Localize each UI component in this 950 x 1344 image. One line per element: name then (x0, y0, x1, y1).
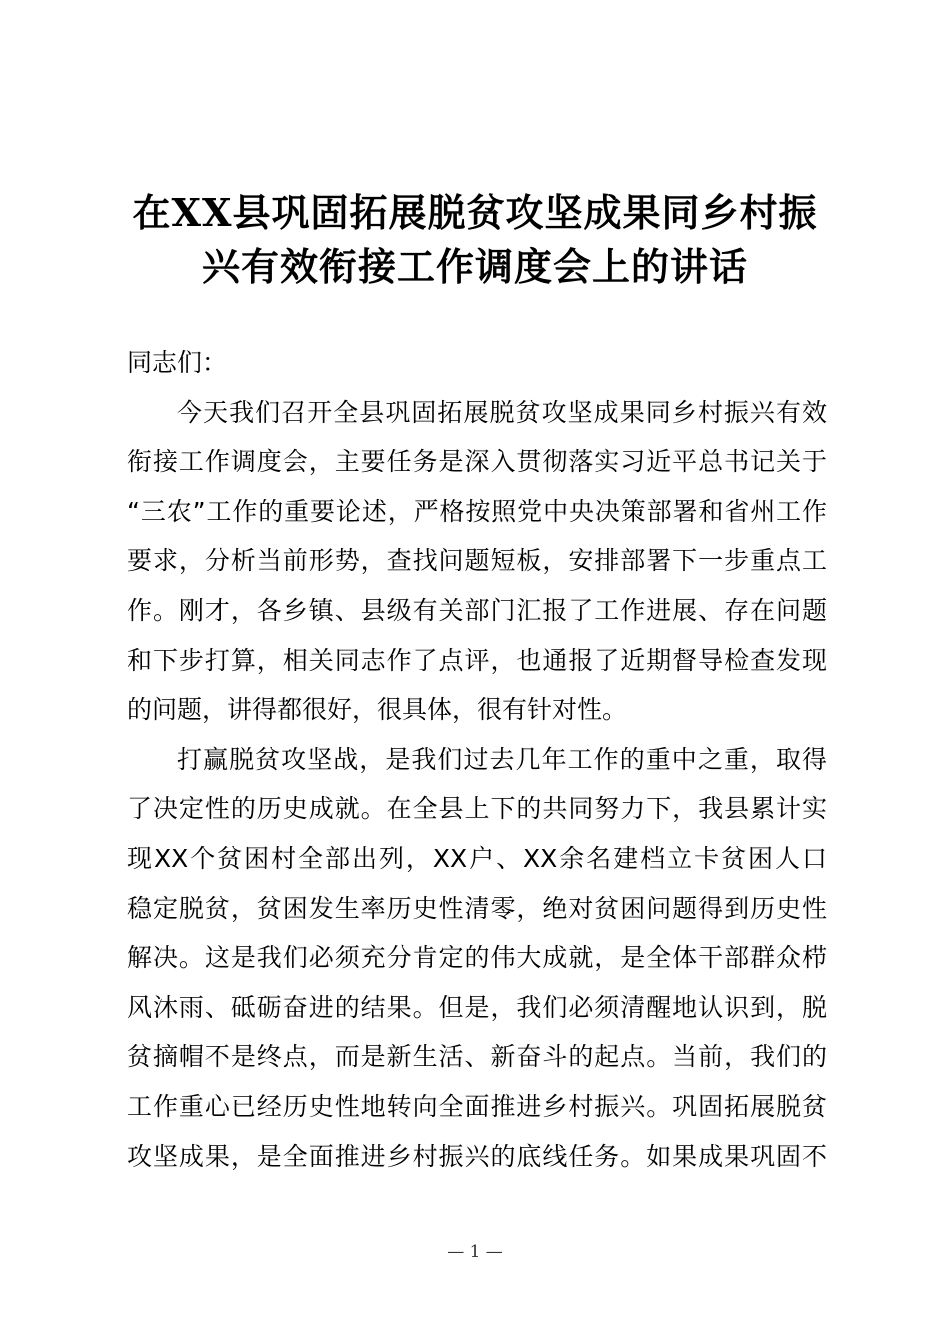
paragraph-line: 和下步打算，相关同志作了点评，也通报了近期督导检查发现 (127, 645, 827, 675)
page-number: — 1 — (447, 1242, 503, 1262)
paragraph-line: 工作重心已经历史性地转向全面推进乡村振兴。巩固拓展脱贫 (127, 1091, 827, 1121)
paragraph-line: 攻坚成果，是全面推进乡村振兴的底线任务。如果成果巩固不 (127, 1141, 827, 1171)
paragraph-line: 贫摘帽不是终点，而是新生活、新奋斗的起点。当前，我们的 (127, 1042, 827, 1072)
paragraph-line: 解决。这是我们必须充分肯定的伟大成就，是全体干部群众栉 (127, 943, 827, 973)
paragraph-line: 衔接工作调度会，主要任务是深入贯彻落实习近平总书记关于 (127, 447, 827, 477)
paragraph-line: 要求，分析当前形势，查找问题短板，安排部署下一步重点工 (127, 546, 827, 576)
paragraph-1 (127, 388, 827, 735)
paragraph-line: 现XX个贫困村全部出列，XX户、XX余名建档立卡贫困人口 (127, 843, 827, 873)
paragraph-line: 作。刚才，各乡镇、县级有关部门汇报了工作进展、存在问题 (127, 595, 827, 625)
paragraph-line: 稳定脱贫，贫困发生率历史性清零，绝对贫困问题得到历史性 (127, 893, 827, 923)
paragraph-line: 风沐雨、砥砺奋进的结果。但是，我们必须清醒地认识到，脱 (127, 992, 827, 1022)
paragraph-2 (127, 735, 827, 1181)
paragraph-line: 的问题，讲得都很好，很具体，很有针对性。 (127, 695, 628, 725)
title-line: 在XX县巩固拓展脱贫攻坚成果同乡村振 (132, 190, 818, 235)
paragraph-line: 了决定性的历史成就。在全县上下的共同努力下，我县累计实 (127, 794, 827, 824)
paragraph-line: “三农”工作的重要论述，严格按照党中央决策部署和省州工作 (127, 496, 827, 526)
document-title (80, 186, 870, 294)
title-line: 兴有效衔接工作调度会上的讲话 (201, 244, 748, 289)
paragraph-line: 打赢脱贫攻坚战，是我们过去几年工作的重中之重，取得 (177, 744, 827, 774)
salutation: 同志们： (127, 348, 228, 377)
document-body (127, 338, 827, 1181)
paragraph-line: 今天我们召开全县巩固拓展脱贫攻坚成果同乡村振兴有效 (177, 397, 827, 427)
